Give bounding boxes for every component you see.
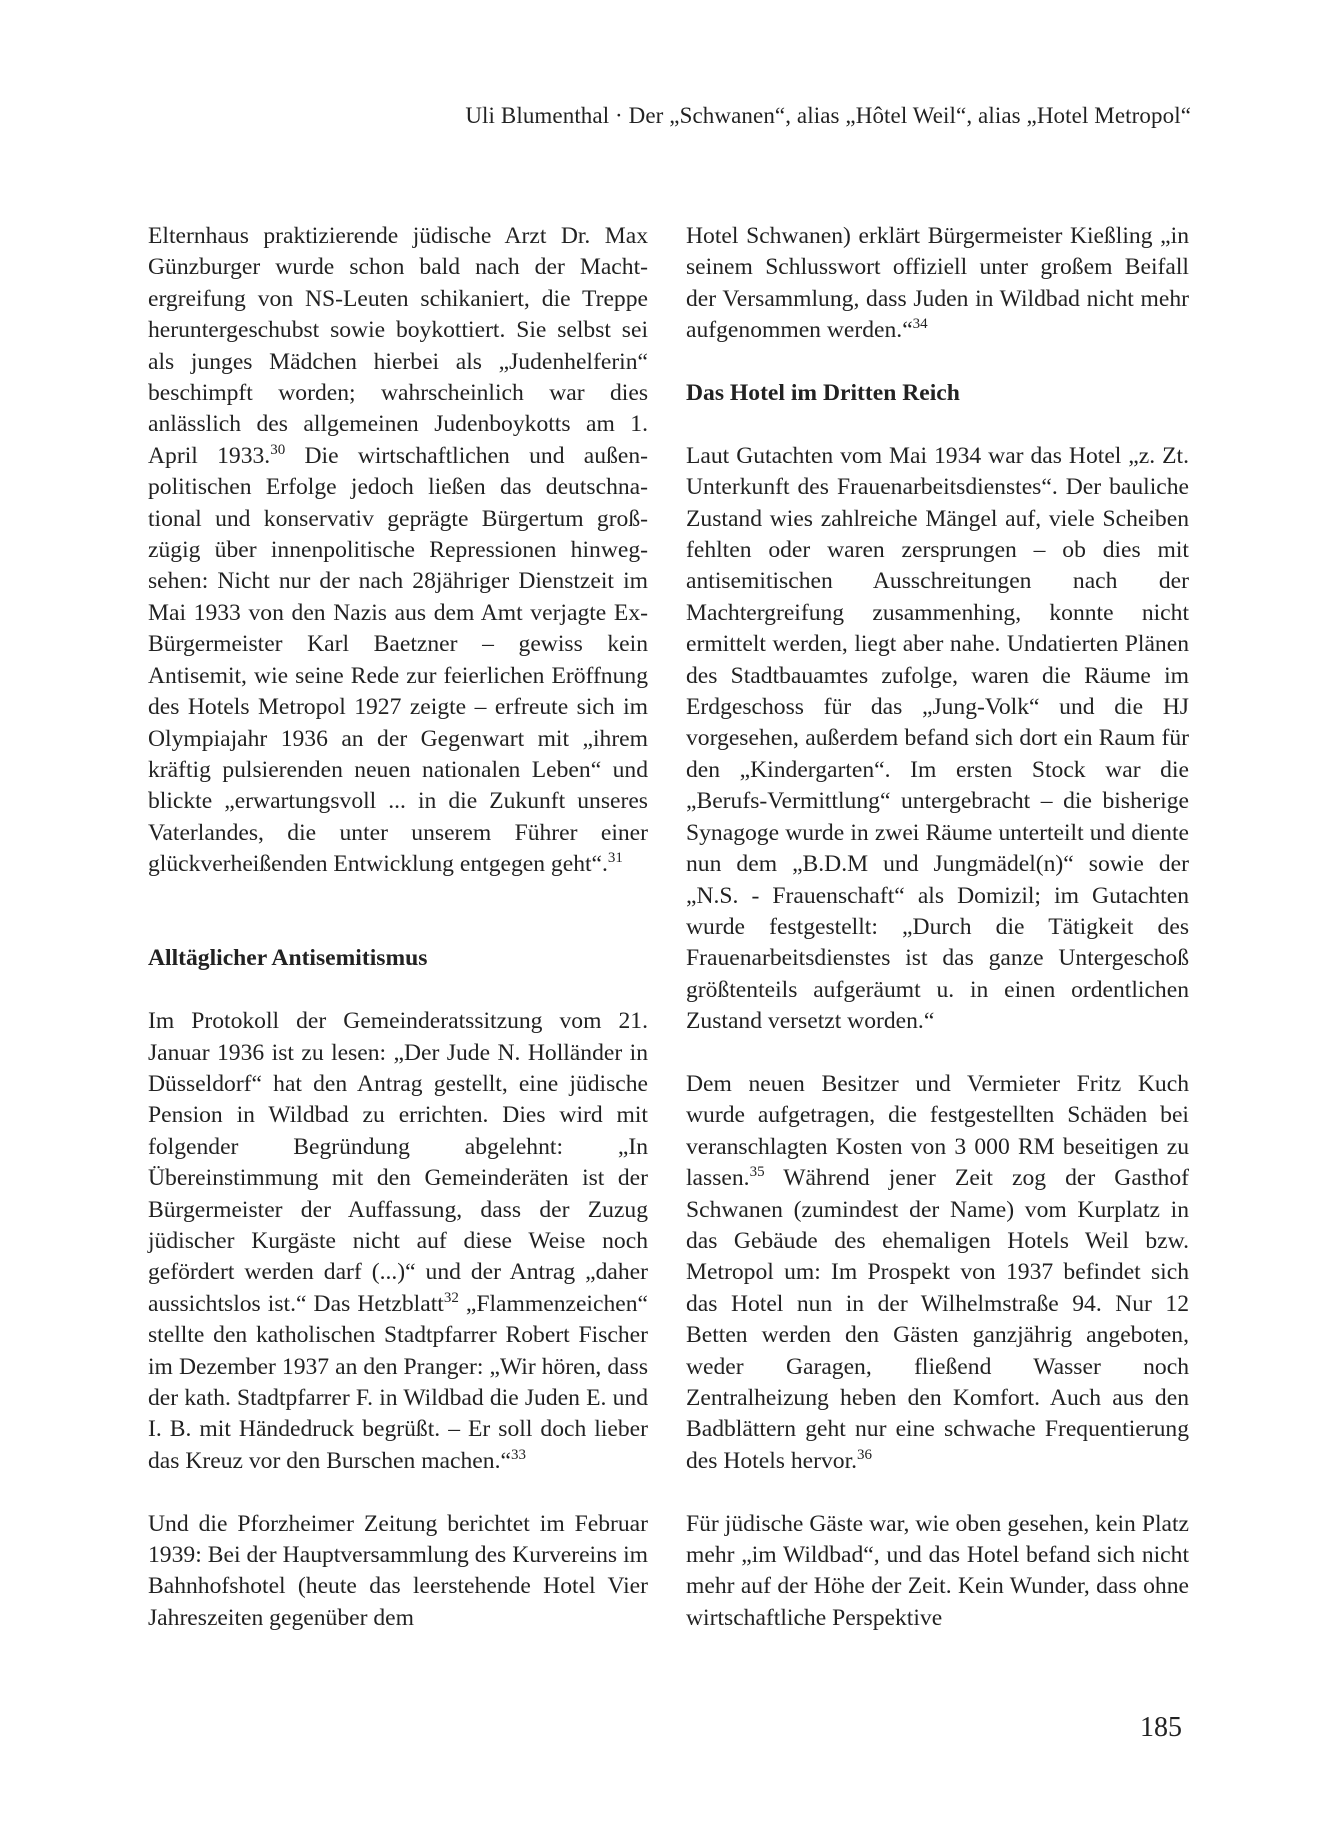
paragraph [148,1006,648,1477]
paragraph [148,221,648,881]
paragraph-text: Während jener Zeit zog der Gasthof Schwanen (zumindest der Name) vom Kurplatz in das Gebäude des ehemaligen Hotels Weil bzw. Metropol um: Im Prospekt von 1937 befindet sich das Hotel nun in der Wilhelmstraße 94. Nur 12 Betten werden den Gästen ganzjährig angeboten, weder Garagen, fließend Wasser noch Zentralheizung heben den Komfort. Auch aus den Badblättern geht nur eine schwache Frequentierung des Hotels hervor. [686,1165,1189,1474]
spacer [148,912,648,943]
paragraph-text: Dem neuen Besitzer und Vermieter Fritz Kuch wurde aufgetragen, die festgestellten Schäden bei veranschlagten Kosten von 3 000 RM beseitigen zu lassen. [686,1070,1189,1192]
paragraph-text: Hotel Schwanen) erklärt Bürgermeister Kießling „in seinem Schlusswort offiziell unter großem Beifall der Versammlung, dass Juden in Wildbad nicht mehr aufgenommen werden.“ [686,223,1189,344]
running-header: Uli Blumenthal · Der „Schwanen“, alias „Hôtel Weil“, alias „Hotel Metropol“ [465,103,1191,128]
section-heading: Das Hotel im Dritten Reich [686,380,960,407]
paragraph: Laut Gutachten vom Mai 1934 war das Hotel „z. Zt. Unterkunft des Frauenarbeitsdienstes“. Der bauliche Zustand wies zahlreiche Mängel auf, viele Scheiben fehlten oder waren zersprungen – ob dies mit antisemitischen Ausschreitungen nach der Machtergreifung zusammenhing, konnte nicht ermittelt werden, liegt aber nahe. Undatierten Plänen des Stadtbauamtes zufolge, waren die Räume im Erdgeschoss für das „Jung-Volk“ und die HJ vorgesehen, außerdem befand sich dort ein Raum für den „Kindergarten“. Im ersten Stock war die „Berufs-Vermittlung“ untergebracht – die bisherige Synagoge wurde in zwei Räume unterteilt und diente nun dem „B.D.M und Jungmädel(n)“ sowie der „N.S. - Frauenschaft“ als Domizil; im Gutachten wurde festgestellt: „Durch die Tätigkeit des Frauenarbeitsdienstes ist das ganze Untergeschoß größtenteils aufgeräumt u. in einen ordentlichen Zustand versetzt worden.“ [686,442,1189,1035]
right-column [686,221,1189,1634]
left-column [148,221,648,1634]
paragraph: Für jüdische Gäste war, wie oben gesehen, kein Platz mehr „im Wildbad“, und das Hotel befand sich nicht mehr auf der Höhe der Zeit. Kein Wunder, dass ohne wirtschaftliche Perspektive [686,1510,1189,1631]
footnote-ref: 31 [607,850,623,867]
footnote-ref: 32 [443,1289,459,1306]
footnote-ref: 36 [857,1446,873,1463]
paragraph-text: Die wirtschaftlichen und außenpolitischen Erfolge jedoch ließen das deutschnational und konservativ geprägte Bürgertum großzügig über innenpolitische Repressionen hinwegsehen: Nicht nur der nach 28jähriger Dienstzeit im Mai 1933 von den Nazis aus dem Amt verjagte Ex-Bürgermeister Karl Baetzner – gewiss kein Antisemit, wie seine Rede zur feierlichen Eröffnung des Hotels Metropol 1927 zeigte – erfreute sich im Olympiajahr 1936 an der Gegenwart mit „ihrem kräftig pulsierenden neuen nationalen Leben“ und blickte „erwartungsvoll ... in die Zukunft unseres Vaterlandes, die unter unserem Führer einer glückverheißenden Entwicklung entgegen geht“. [148,442,648,878]
paragraph-text: „Flammenzeichen“ stellte den katholischen Stadtpfarrer Robert Fischer im Dezember 1937 an den Pranger: „Wir hören, dass der kath. Stadtpfarrer F. in Wildbad die Juden E. und I. B. mit Händedruck begrüßt. – Er soll doch lieber das Kreuz vor den Burschen machen.“ [148,1290,648,1474]
paragraph [686,1069,1189,1477]
footnote-ref: 35 [749,1164,765,1181]
paragraph: Und die Pforzheimer Zeitung berichtet im Februar 1939: Bei der Hauptversammlung des Kurvereins im Bahnhofshotel (heute das leerstehende Hotel Vier Jahreszeiten gegenüber dem [148,1510,648,1631]
paragraph [686,221,1189,347]
page-number: 185 [1140,1712,1182,1743]
footnote-ref: 30 [270,441,286,458]
section-heading: Alltäglicher Antisemitismus [148,945,428,972]
paragraph-text: Elternhaus praktizierende jüdische Arzt Dr. Max Günzburger wurde schon bald nach der Machtergreifung von NS-Leuten schikaniert, die Treppe heruntergeschubst sowie boykottiert. Sie selbst sei als junges Mädchen hierbei als „Judenhelferin“ beschimpft worden; wahrscheinlich war dies anlässlich des allgemeinen Judenboykotts am 1. April 1933. [148,223,648,469]
footnote-ref: 34 [912,316,928,333]
paragraph-text: Im Protokoll der Gemeinderatssitzung vom 21. Januar 1936 ist zu lesen: „Der Jude N. Holländer in Düsseldorf“ hat den Antrag gestellt, eine jüdische Pension in Wildbad zu errichten. Dies wird mit folgender Begründung abgelehnt: „In Übereinstimmung mit den Gemeinderäten ist der Bürgermeister der Auffassung, dass der Zuzug jüdischer Kurgäste nicht auf diese Weise noch gefördert werden darf (...)“ und der Antrag „daher aussichtslos ist.“ Das Hetzblatt [148,1008,648,1317]
footnote-ref: 33 [510,1446,526,1463]
